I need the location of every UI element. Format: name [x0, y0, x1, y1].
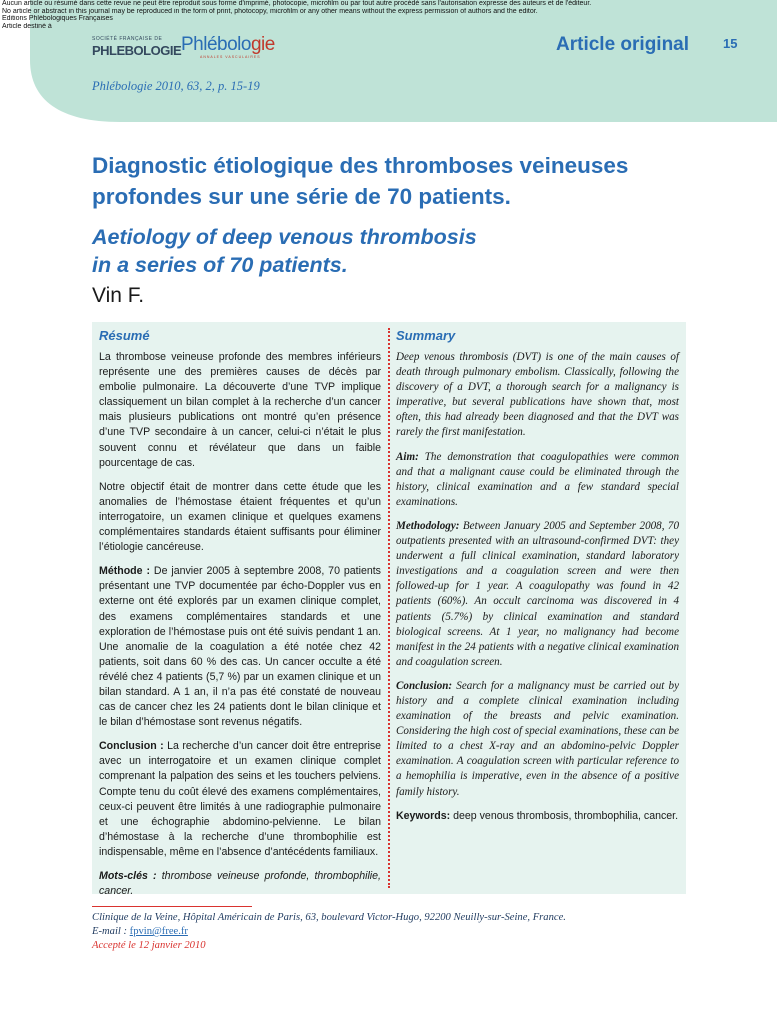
title-english-line-1: Aetiology of deep venous thrombosis: [92, 225, 477, 249]
resume-column: [99, 328, 381, 908]
resume-keywords: [99, 869, 381, 899]
email-link[interactable]: fpvin@free.fr: [129, 926, 188, 937]
summary-aim: [396, 450, 679, 510]
sfp-logo-text: PHLEBOLOGIE: [92, 43, 182, 58]
summary-conclusion: [396, 679, 679, 800]
title-english-line-2: in a series of 70 patients.: [92, 253, 348, 277]
journal-citation: Phlébologie 2010, 63, 2, p. 15-19: [92, 79, 260, 93]
resume-methode-text: De janvier 2005 à septembre 2008, 70 patients présentant une TVP documentée par écho-Doppler vus en externe ont été explorés par un examen clinique complet, des examens complémentaires standards et une exploration de l’hémostase puis ont été suivis pendant 1 an. Une anomalie de la coagulation a été notée chez 42 patients, soit dans 60 % des cas. Un cancer occulte a été révélé chez 4 patients (5,7 %) par un examen clinique et un bilan standard. A 1 an, il n’a pas été constaté de nouveau cas de cancer chez les 24 patients dont le bilan clinique et le bilan d’hémostase sont revenus négatifs.: [99, 565, 381, 729]
resume-conclusion-text: La recherche d’un cancer doit être entreprise avec un interrogatoire et un examen clinique complet comprenant la palpation des seins et les touchers pelviens. Compte tenu du coût élevé des examens complémentaires, ceux-ci peuvent être limités à une radiographie pulmonaire et une échographie abdomino-pelvienne. Le bilan d’hémostase à la recherche d’une thrombophilie est indispensable, même en l’absence d’antécédents familiaux.: [99, 740, 382, 858]
accepted-date: Accepté le 12 janvier 2010: [92, 940, 206, 951]
resume-methode: [99, 564, 381, 730]
copyright-line-en: No article or abstract in this journal may be reproduced in the form of print, photocopy, microfilm or any other means without the express permission of authors and the editor.: [2, 7, 538, 15]
author: Vin F.: [92, 284, 145, 307]
destination-line: Article destiné à: [2, 22, 52, 30]
copyright-notice: [2, 0, 777, 30]
resume-keywords-label: Mots-clés :: [99, 870, 157, 882]
summary-methodology: [396, 519, 679, 670]
journal-logo: [181, 34, 275, 56]
affiliation: Clinique de la Veine, Hôpital Américain de Paris, 63, boulevard Victor-Hugo, 92200 Neuilly-sur-Seine, France.: [92, 912, 566, 923]
email-label: E-mail :: [92, 926, 130, 937]
summary-heading: Summary: [396, 328, 456, 343]
resume-keywords-text: thrombose veineuse profonde, thrombophilie, cancer.: [99, 870, 381, 898]
summary-conclusion-label: Conclusion:: [396, 679, 453, 692]
summary-conclusion-text: Search for a malignancy must be carried out by history and a complete clinical examination including examination of the breasts and pelvic examination. Considering the high cost of special examinations, these can be limited to a chest X-ray and an abdomino-pelvic Doppler examination. A coagulation screen with particular reference to a hemophilia is imperative, even in the absence of a positive family history.: [396, 679, 679, 798]
title-french-line-2: profondes sur une série de 70 patients.: [92, 184, 511, 209]
column-divider: [388, 328, 390, 888]
footer: [92, 911, 692, 953]
title-english: [92, 223, 652, 279]
summary-methodology-text: Between January 2005 and September 2008, 70 outpatients presented with an ultrasound-confirmed DVT: they underwent a full clinical examination, standard laboratory investigations and a coagulation screen and were then followed-up for 1 year. A coagulopathy was found in 42 patients (60%). An occult carcinoma was discovered in 4 patients (5.7%) by clinical examination and standard biological screens. At 1 year, no malignancy had become manifest in the 24 patients with a negative clinical examination and coagulation screen.: [396, 519, 679, 668]
title-french-line-1: Diagnostic étiologique des thromboses veineuses: [92, 153, 629, 178]
title-french: [92, 150, 692, 212]
journal-logo-main: Phlébolo: [181, 34, 251, 55]
email-line: [92, 925, 692, 939]
journal-logo-accent: gie: [250, 34, 275, 55]
sfp-logo: [92, 36, 181, 60]
publisher-line: Editions Phlébologiques Françaises: [2, 15, 113, 23]
resume-conclusion: [99, 739, 381, 860]
article-type-label: Article original: [556, 34, 690, 55]
resume-methode-label: Méthode :: [99, 565, 150, 578]
resume-heading: Résumé: [99, 328, 150, 343]
abstract-box: [92, 322, 686, 898]
copyright-line-fr: Aucun article ou résumé dans cette revue ne peut être reproduit sous forme d'imprimé, photocopie, microfilm ou par tout autre procédé sans l'autorisation expresse des auteurs et de l'éditeur.: [2, 0, 592, 7]
summary-paragraph-intro: Deep venous thrombosis (DVT) is one of the main causes of death through pulmonary embolism. Classically, following the discovery of a DVT, a thorough search for a malignancy is imperative, but several publications have shown that, most often, this had already been diagnosed and that the DVT was rarely the first manifestation.: [396, 351, 679, 439]
summary-aim-text: The demonstration that coagulopathies were common and that a malignant cause could be eliminated through the history, clinical examination and a few standard special examinations.: [396, 450, 679, 508]
summary-keywords: [396, 809, 679, 824]
resume-paragraph-objective: Notre objectif était de montrer dans cette étude que les anomalies de l’hémostase étaient fréquentes et qu’un interrogatoire, un examen clinique et quelques examens complémentaires standards étaient suffisants pour éliminer l’étiologie cancéreuse.: [99, 480, 381, 554]
resume-paragraph-intro: La thrombose veineuse profonde des membres inférieurs représente une des premières causes de décès par embolie pulmonaire. La découverte d’une TVP implique classiquement un bilan complet à la recherche d’un cancer mais plusieurs publications ont montré qu’en présence d’une TVP secondaire à un cancer, celui-ci n’était le plus souvent connu et révélateur que dans un faible pourcentage de cas.: [99, 351, 381, 469]
resume-conclusion-label: Conclusion :: [99, 740, 164, 753]
sfp-logo-small-text: SOCIÉTÉ FRANÇAISE DE: [92, 36, 163, 42]
page-number: 15: [723, 36, 738, 51]
journal-logo-subtitle: ANNALES VASCULAIRES: [200, 55, 261, 59]
summary-aim-label: Aim:: [396, 450, 419, 463]
footer-rule: [92, 906, 252, 907]
summary-keywords-text: deep venous thrombosis, thrombophilia, cancer.: [450, 809, 679, 822]
summary-methodology-label: Methodology:: [396, 519, 460, 532]
summary-column: [396, 328, 679, 833]
summary-keywords-label: Keywords:: [396, 809, 451, 822]
